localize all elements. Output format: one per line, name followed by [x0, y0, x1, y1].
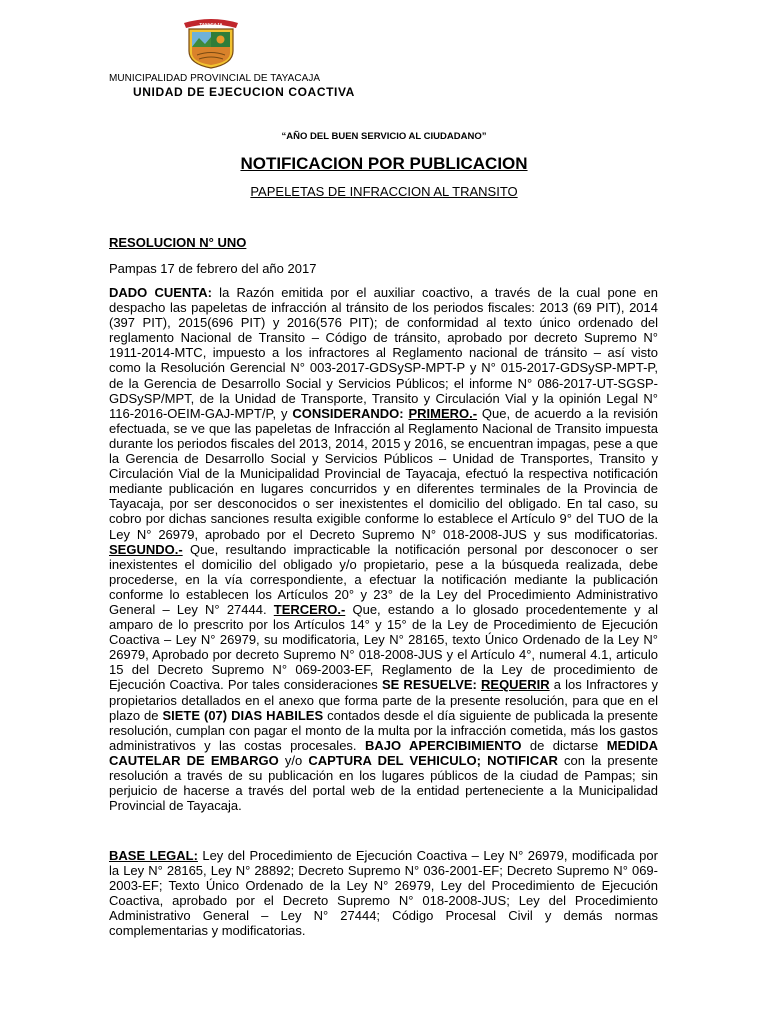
requerir-label: REQUERIR	[481, 677, 550, 693]
segundo-label: SEGUNDO.-	[109, 541, 183, 557]
medida-cautelar-label: MEDIDA CAUTELAR DE EMBARGO	[109, 737, 658, 768]
legal-basis-text: Ley del Procedimiento de Ejecución Coactiva – Ley N° 26979, modificada por la Ley N° 28165, Ley N° 28892; Decreto Supremo N° 036-2001-EF; Decreto Supremo N° 069-2003-EF; Texto Único Ordenado de la Ley N° 26979, Ley del Procedimiento de Ejecución Coactiva, aprobado por el Decreto Supremo N° 018-2008-JUS; Ley del Procedimiento Administrativo General – Ley N° 27444; Código Procesal Civil y demás normas complementarias y modificatorias.	[109, 848, 658, 939]
body-paragraph-3: Que, resultando impracticable la notificación personal por desconocer o ser inexistentes el domicilio del obligado y/o propietario, pese a la búsqueda realizada, debe procederse, en la vía correspondiente, a efectuar la notificación mediante la publicación conforme lo establecen los Artículos 20° y 23° de la Ley del Procedimiento Administrativo General – Ley N° 27444.	[109, 541, 658, 617]
unit-name: UNIDAD DE EJECUCION COACTIVA	[133, 85, 355, 99]
municipality-name: MUNICIPALIDAD PROVINCIAL DE TAYACAJA	[109, 73, 321, 84]
body-paragraph-7: de dictarse	[521, 737, 607, 753]
document-subtitle: PAPELETAS DE INFRACCION AL TRANSITO	[250, 184, 518, 199]
body-paragraph-2: Que, de acuerdo a la revisión efectuada, se ve que las papeletas de Infracción al Reglamento Nacional de Transito impuesta durante los periodos fiscales del 2013, 2014, 2015 y 2016, se encuentran impagas, pese a que la Gerencia de Desarrollo Social y Servicios Públicos – Unidad de Transportes, Transito y Circulación Vial de la Municipalidad Provincial de Tayacaja, efectuó la respectiva notificación mediante publicación en lugares concurridos y en diferentes terminales de la Provincia de Tayacaja, por ser desconocidos o ser inexistentes el domicilio del obligado. En tal caso, su cobro por dichas sanciones resulta exigible conforme lo establece el Artículo 9° del TUO de la Ley N° 26979, aprobado por el Decreto Supremo N° 018-2008-JUS y sus modificatorias.	[109, 405, 658, 542]
primero-label: PRIMERO.-	[408, 405, 478, 421]
year-motto: “AÑO DEL BUEN SERVICIO AL CIUDADANO”	[281, 131, 487, 142]
body-paragraph-1: la Razón emitida por el auxiliar coactivo, a través de la cual pone en despacho las papeletas de infracción al tránsito de los periodos fiscales: 2013 (69 PIT), 2014 (397 PIT), 2015(696 PIT) y 2016(576 PIT); de conformidad al texto único ordenado del reglamento Nacional de Transito – Código de tránsito, aprobado por decreto Supremo N° 1911-2014-MTC, impuesto a los infractores al Reglamento nacional de tránsito – así visto como la Resolución Gerencial N° 003-2017-GDSySP-MPT-P y N° 015-2017-GDSySP-MPT-P, de la Gerencia de Desarrollo Social y Servicios Públicos; el informe N° 086-2017-UT-SGSP-GDSySP/MPT, de la Unidad de Transporte, Transito y Circulación Vial y la opinión Legal N° 116-2016-OEIM-GAJ-MPT/P, y	[109, 285, 659, 421]
resolution-heading: RESOLUCION N° UNO	[109, 235, 247, 250]
body-paragraph-5: a los Infractores y propietarios detallados en el anexo que forma parte de la presente resolución, para que en el plazo de	[109, 677, 658, 723]
body-paragraph-4: Que, estando a lo glosado procedentemente y al amparo de lo prescrito por los Artículos 14° y 15° de la Ley de Procedimiento de Ejecución Coactiva – Ley N° 26979, su modificatoria, Ley N° 28165, texto Único Ordenado de la Ley N° 26979, Aprobado por decreto Supremo N° 018-2008-JUS y el Artículo 4°, numeral 4.1, articulo 15 del Decreto Supremo N° 069-2003-EF, Reglamento de la Ley de procedimiento de Ejecución Coactiva. Por tales consideraciones	[109, 601, 658, 693]
body-paragraph-6: contados desde el día siguiente de publicada la presente resolución, cumplan con pagar el monto de la multa por la infracción cometida, más los gastos administrativos y las costas procesales.	[109, 707, 659, 753]
document-title: NOTIFICACION POR PUBLICACION	[240, 154, 528, 173]
body-paragraph-9: con la presente resolución a través de su publicación en los lugares públicos de la ciudad de Pampas; sin perjuicio de hacerse a través del portal web de la entidad perteneciente a la Municipalidad Provincial de Tayacaja.	[109, 752, 658, 814]
apercibimiento-label: BAJO APERCIBIMIENTO	[364, 737, 522, 753]
legal-basis	[109, 848, 658, 939]
municipal-seal-logo	[181, 17, 241, 69]
captura-label: CAPTURA DEL VEHICULO; NOTIFICAR	[308, 752, 558, 768]
deadline-label: SIETE (07) DIAS HABILES	[162, 707, 324, 723]
dado-cuenta-label: DADO CUENTA:	[109, 285, 212, 300]
body-paragraph-8: y/o	[278, 752, 309, 768]
se-resuelve-label: SE RESUELVE:	[381, 677, 482, 693]
tercero-label: TERCERO.-	[273, 601, 346, 617]
resolution-body	[109, 285, 658, 813]
considerando-label: CONSIDERANDO:	[292, 405, 404, 421]
document-date: Pampas 17 de febrero del año 2017	[109, 261, 317, 276]
base-legal-label: BASE LEGAL:	[109, 848, 198, 863]
logo-banner-text: TAYACAJA	[199, 22, 223, 27]
